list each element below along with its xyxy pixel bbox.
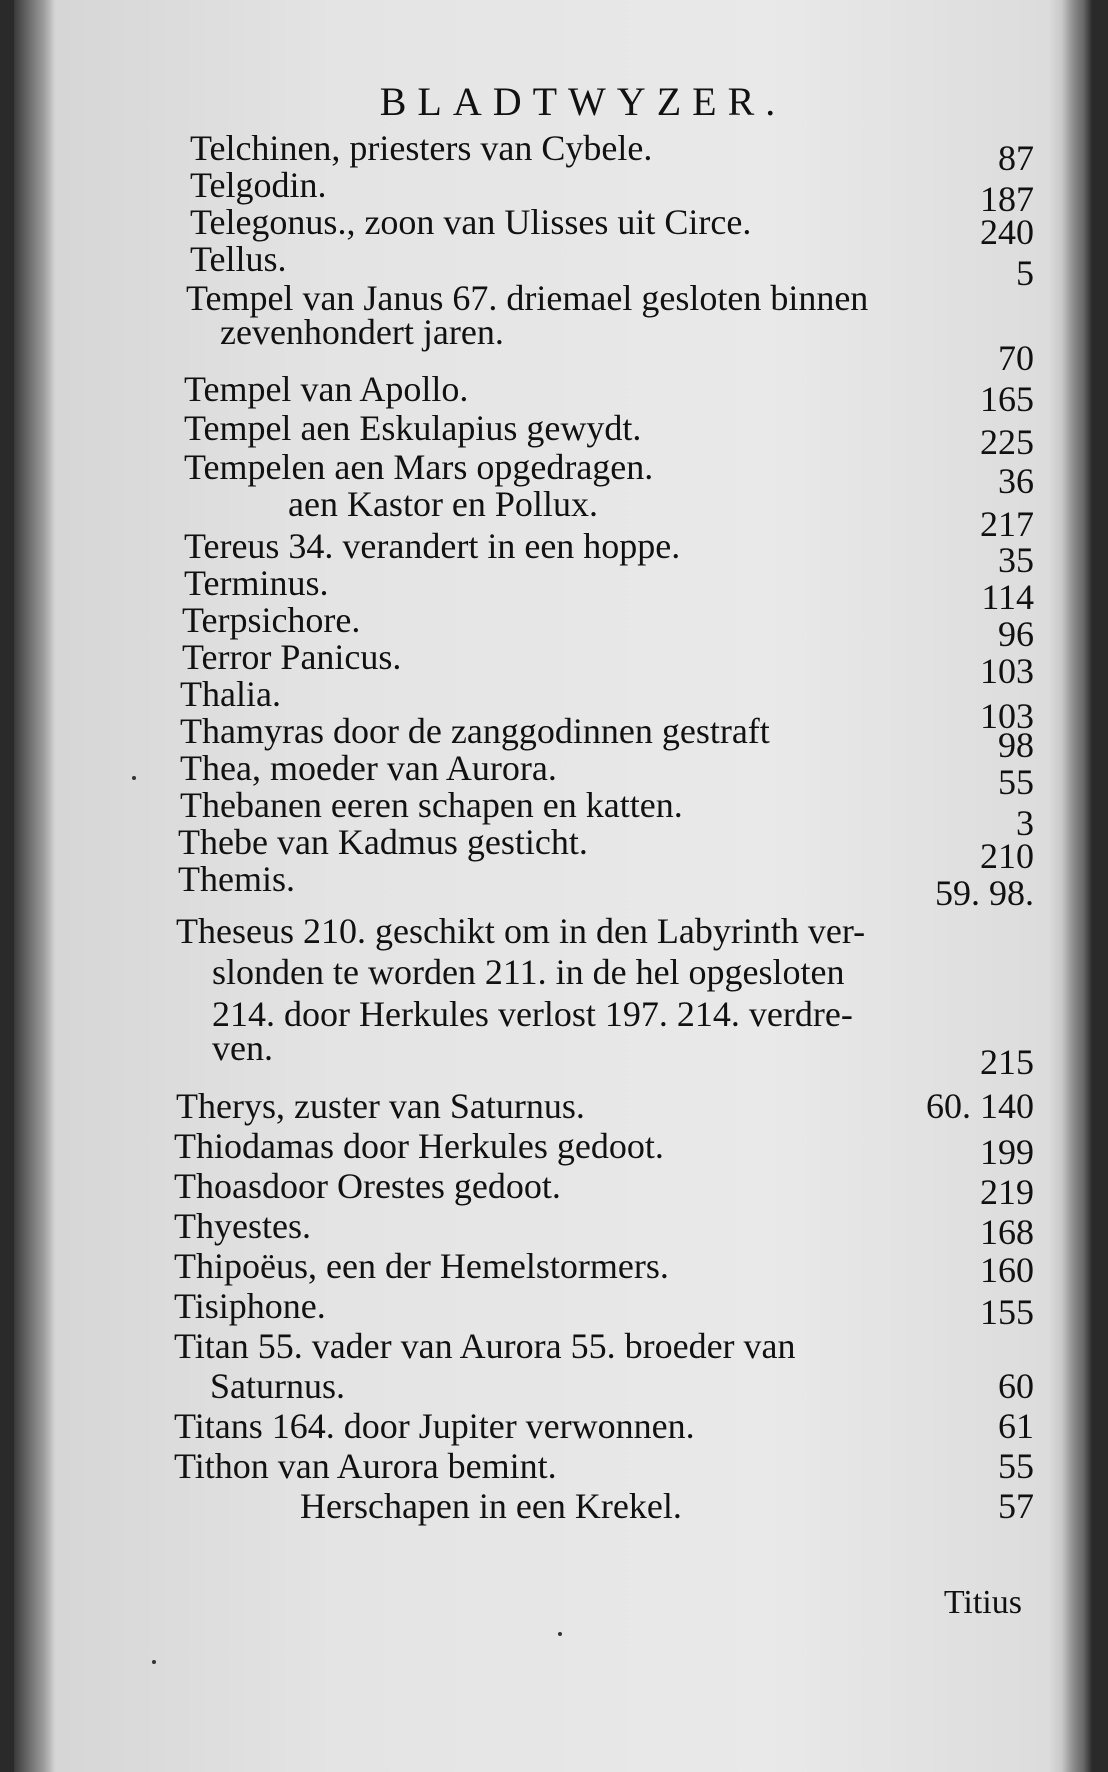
paper-speck xyxy=(132,776,136,780)
entry-text: Tempel van Apollo. xyxy=(184,369,469,409)
entry-page: 98 xyxy=(998,725,1034,765)
entry-text: Thiodamas door Herkules gedoot. xyxy=(174,1126,664,1166)
index-entry xyxy=(14,1286,1092,1332)
entry-page: 57 xyxy=(998,1486,1034,1526)
entry-text: slonden te worden 211. in de hel opgesloten xyxy=(212,952,845,992)
paper-speck xyxy=(152,1660,156,1664)
index-entry xyxy=(14,1028,1092,1082)
entry-text: Terpsichore. xyxy=(182,600,361,640)
index-entry xyxy=(14,165,1092,219)
entry-page: 155 xyxy=(980,1292,1034,1332)
entry-page: 70 xyxy=(998,338,1034,378)
entry-text: Thoasdoor Orestes gedoot. xyxy=(174,1166,561,1206)
entry-page: 165 xyxy=(980,379,1034,419)
entry-page: 225 xyxy=(980,422,1034,462)
entry-text: Telegonus., zoon van Ulisses uit Circe. xyxy=(190,202,752,242)
entry-text: Terminus. xyxy=(184,563,329,603)
entry-page: 210 xyxy=(980,836,1034,876)
index-entry xyxy=(14,1446,1092,1486)
entry-text: Titan 55. vader van Aurora 55. broeder van xyxy=(174,1326,796,1366)
entry-text: Thalia. xyxy=(180,674,281,714)
index-entry xyxy=(14,822,1092,876)
entry-page: 60. 140 xyxy=(926,1086,1034,1126)
index-entry xyxy=(14,484,1092,544)
entry-text: Thebanen eeren schapen en katten. xyxy=(180,785,683,825)
index-entry xyxy=(14,711,1092,765)
index-entry xyxy=(14,1366,1092,1406)
entry-page: 36 xyxy=(998,461,1034,501)
index-entry xyxy=(14,369,1092,419)
entry-page: 217 xyxy=(980,504,1034,544)
index-entry xyxy=(14,1086,1092,1126)
index-entry xyxy=(14,859,1092,913)
entry-page: 61 xyxy=(998,1406,1034,1446)
entry-page: 160 xyxy=(980,1250,1034,1290)
entry-page: 96 xyxy=(998,614,1034,654)
entry-page: 3 xyxy=(1016,803,1034,843)
index-entry xyxy=(14,447,1092,501)
paper-speck xyxy=(558,1632,562,1636)
entry-text: Therys, zuster van Saturnus. xyxy=(176,1086,585,1126)
entry-text: zevenhondert jaren. xyxy=(220,312,504,352)
book-page xyxy=(14,0,1092,1772)
entry-text: Telchinen, priesters van Cybele. xyxy=(190,128,653,168)
index-entry xyxy=(14,526,1092,580)
entry-page: 35 xyxy=(998,540,1034,580)
entry-page: 103 xyxy=(980,651,1034,691)
index-entry xyxy=(14,128,1092,178)
entry-text: Tempel aen Eskulapius gewydt. xyxy=(184,408,642,448)
index-entry xyxy=(14,911,1092,951)
index-entry xyxy=(14,1326,1092,1366)
entry-text: Tisiphone. xyxy=(174,1286,326,1326)
entry-page: 103 xyxy=(980,696,1034,736)
entry-text: Terror Panicus. xyxy=(182,637,402,677)
index-entry xyxy=(14,563,1092,617)
entry-text: Thipoëus, een der Hemelstormers. xyxy=(174,1246,669,1286)
index-entry xyxy=(14,312,1092,378)
entry-text: Saturnus. xyxy=(210,1366,345,1406)
index-entry xyxy=(14,239,1092,293)
entry-text: Tempel van Janus 67. driemael gesloten binnen xyxy=(186,278,869,318)
index-entry xyxy=(14,600,1092,654)
entry-page: 168 xyxy=(980,1212,1034,1252)
entry-text: Tereus 34. verandert in een hoppe. xyxy=(184,526,681,566)
entry-text: Thebe van Kadmus gesticht. xyxy=(178,822,588,862)
entry-text: Titans 164. door Jupiter verwonnen. xyxy=(174,1406,695,1446)
entry-text: Herschapen in een Krekel. xyxy=(300,1486,682,1526)
index-entry xyxy=(14,748,1092,802)
entry-text: Thyestes. xyxy=(174,1206,311,1246)
entry-page: 114 xyxy=(981,577,1034,617)
entry-page: 215 xyxy=(980,1042,1034,1082)
index-entry xyxy=(14,1486,1092,1526)
entry-text: Tellus. xyxy=(190,239,287,279)
entry-page: 60 xyxy=(998,1366,1034,1406)
page-header: BLADTWYZER. xyxy=(379,79,787,124)
entry-page: 55 xyxy=(998,762,1034,802)
entry-text: Tempelen aen Mars opgedragen. xyxy=(184,447,654,487)
entry-page: 5 xyxy=(1016,253,1034,293)
index-entry xyxy=(14,1126,1092,1172)
index-entry xyxy=(14,637,1092,691)
index-entry xyxy=(14,1246,1092,1290)
entry-text: aen Kastor en Pollux. xyxy=(288,484,598,524)
index-entry xyxy=(14,202,1092,252)
index-entry xyxy=(14,1206,1092,1252)
index-entry xyxy=(14,408,1092,462)
catchword: Titius xyxy=(943,1584,1022,1621)
entry-text: Thamyras door de zanggodinnen gestraft xyxy=(180,711,770,751)
entry-text: Thea, moeder van Aurora. xyxy=(180,748,557,788)
entry-page: 55 xyxy=(998,1446,1034,1486)
entry-text: Theseus 210. geschikt om in den Labyrinth ver- xyxy=(176,911,866,951)
entry-page: 59. 98. xyxy=(935,873,1034,913)
entry-page: 199 xyxy=(980,1132,1034,1172)
index-entry xyxy=(14,952,1092,992)
entry-page: 187 xyxy=(980,179,1034,219)
entry-page: 219 xyxy=(980,1172,1034,1212)
entry-text: Tithon van Aurora bemint. xyxy=(174,1446,557,1486)
entry-text: 214. door Herkules verlost 197. 214. verdre- xyxy=(212,994,853,1034)
entry-page: 87 xyxy=(998,138,1034,178)
entry-page: 240 xyxy=(980,212,1034,252)
entry-text: ven. xyxy=(212,1028,273,1068)
entry-text: Themis. xyxy=(178,859,295,899)
index-entry xyxy=(14,1406,1092,1446)
entry-text: Telgodin. xyxy=(190,165,327,205)
index-entry xyxy=(14,1166,1092,1212)
